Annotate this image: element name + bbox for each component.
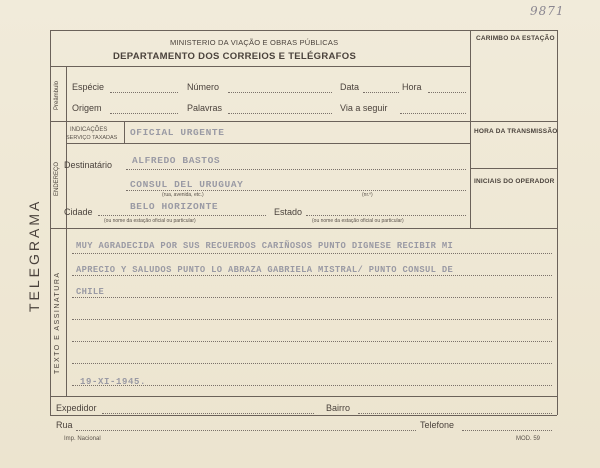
preamble-bottom	[50, 121, 557, 122]
rua-hint: (rua, avenida, etc.)	[162, 192, 204, 198]
preamble-side-label: Preâmbulo	[54, 80, 60, 110]
rua-label: Rua	[56, 420, 73, 430]
estado-label: Estado	[274, 207, 303, 217]
message-line-1: MUY AGRADECIDA POR SUS RECUERDOS CARIÑOSOS PUNTO DIGNESE RECIBIR MI	[76, 241, 454, 251]
cidade-value: BELO HORIZONTE	[130, 201, 219, 212]
nr-hint: (nr.º)	[362, 192, 373, 198]
cidade-label: Cidade	[64, 207, 93, 217]
via-seguir-label: Via a seguir	[340, 103, 388, 113]
message-date: 19-XI-1945.	[80, 377, 147, 387]
origem-label: Origem	[72, 103, 102, 113]
form-model: MOD. 59	[516, 436, 541, 442]
frame-top	[50, 30, 557, 31]
preamble-side-divider	[66, 66, 67, 121]
bairro-label: Bairro	[326, 403, 351, 413]
body-side-divider	[66, 228, 67, 396]
iniciais-operador-label: INICIAIS DO OPERADOR	[474, 178, 555, 185]
indicacoes-value: OFICIAL URGENTE	[130, 127, 225, 138]
frame-bottom	[50, 415, 557, 416]
servico-taxadas-label: SERVIÇO TAXADAS	[66, 135, 118, 141]
message-line-3: CHILE	[76, 287, 105, 297]
estado-hint: (ou nome da estação oficial ou particular)	[312, 218, 404, 224]
ministry-title: MINISTERIO DA VIAÇÃO E OBRAS PÚBLICAS	[170, 38, 339, 47]
frame-right	[557, 30, 558, 415]
especie-label: Espécie	[72, 82, 105, 92]
body-side-label: TEXTO E ASSINATURA	[54, 271, 61, 374]
form-title: TELEGRAMA	[26, 198, 42, 312]
destinatario-label: Destinatário	[64, 160, 113, 170]
cidade-hint: (ou nome da estação oficial ou particular)	[104, 218, 196, 224]
address-side-label: ENDEREÇO	[54, 161, 60, 196]
destinatario-value-2: CONSUL DEL URUGUAY	[130, 179, 244, 190]
numero-label: Número	[187, 82, 220, 92]
handwritten-number: 9871	[530, 4, 565, 18]
body-top	[50, 228, 557, 229]
telefone-label: Telefone	[420, 420, 455, 430]
hora-label: Hora	[402, 82, 422, 92]
palavras-label: Palavras	[187, 103, 223, 113]
frame-left	[50, 30, 51, 415]
preamble-top	[50, 66, 470, 67]
department-title: DEPARTAMENTO DOS CORREIOS E TELÉGRAFOS	[113, 51, 357, 62]
stamp-box-label: CARIMBO DA ESTAÇÃO	[476, 35, 555, 42]
hora-transmissao-label: HORA DA TRANSMISSÃO	[474, 128, 558, 135]
expedidor-label: Expedidor	[56, 403, 97, 413]
data-label: Data	[340, 82, 360, 92]
message-line-2: APRECIO Y SALUDOS PUNTO LO ABRAZA GABRIELA MISTRAL/ PUNTO CONSUL DE	[76, 265, 454, 275]
imprensa-nacional: Imp. Nacional	[64, 436, 101, 442]
right-column-divider	[470, 30, 471, 228]
indicacoes-label: INDICAÇÕES	[70, 127, 108, 133]
destinatario-value-1: ALFREDO BASTOS	[132, 155, 221, 166]
